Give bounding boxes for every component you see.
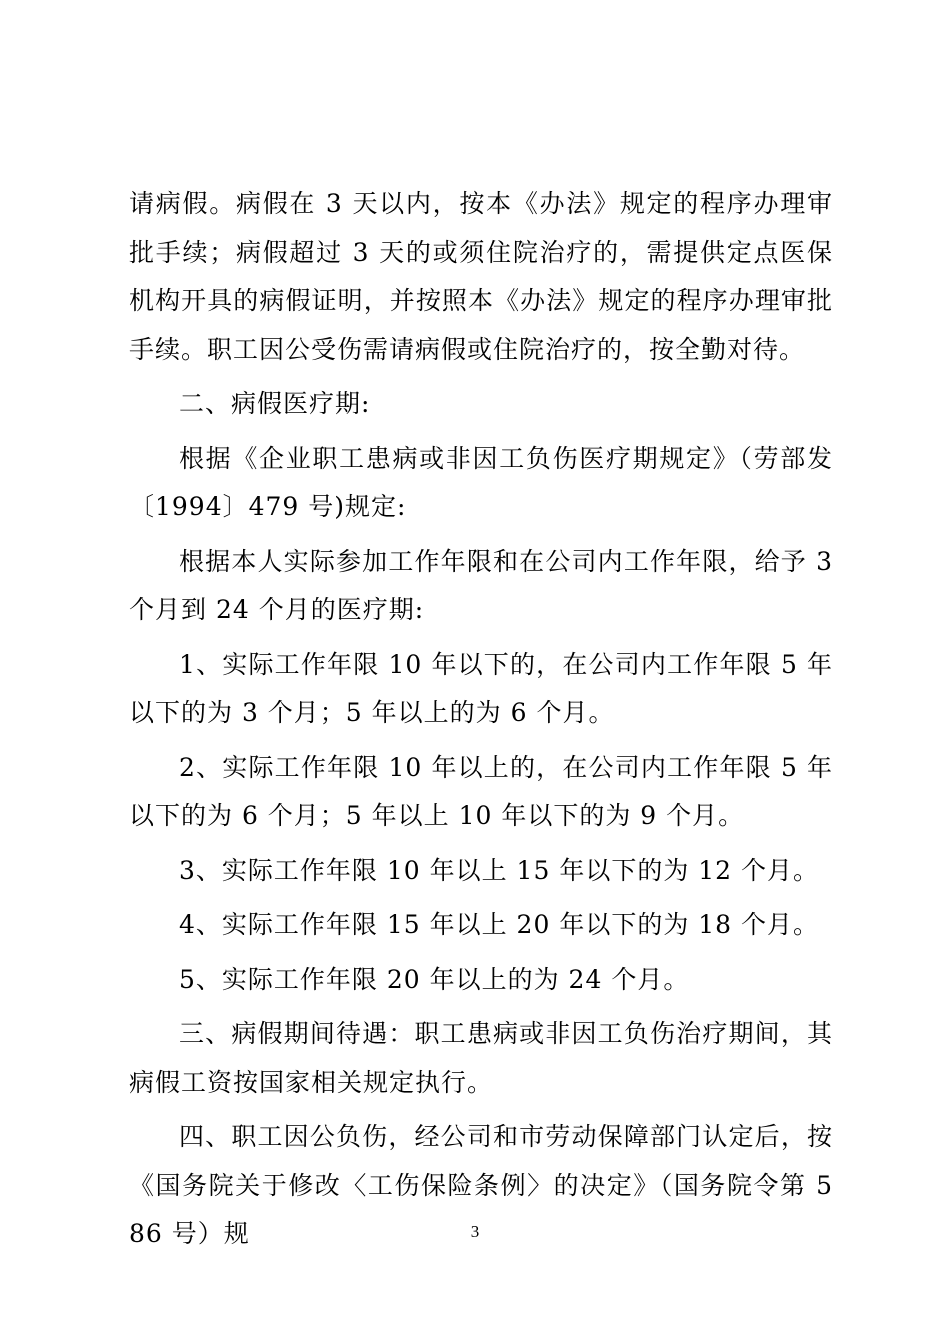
- list-item-rule-3: 3、实际工作年限 10 年以上 15 年以下的为 12 个月。: [179, 855, 820, 885]
- paragraph-sick-leave-procedure: 请病假。病假在 3 天以内，按本《办法》规定的程序办理审批手续；病假超过 3 天的或须住院治疗的，需提供定点医保机构开具的病假证明，并按照本《办法》规定的程序办理审批手续。职工因公受伤需请病假或住院治疗的，按全勤对待。: [129, 189, 833, 364]
- paragraph-sick-leave-pay: 三、病假期间待遇：职工患病或非因工负伤治疗期间，其病假工资按国家相关规定执行。: [129, 1019, 833, 1097]
- paragraph-medical-period-range: 根据本人实际参加工作年限和在公司内工作年限，给予 3 个月到 24 个月的医疗期:: [129, 546, 833, 624]
- paragraph-regulation-reference: 根据《企业职工患病或非因工负伤医疗期规定》（劳部发〔1994〕479 号)规定:: [129, 443, 833, 521]
- paragraph-work-injury: 四、职工因公负伤，经公司和市劳动保障部门认定后，按《国务院关于修改〈工伤保险条例〉的决定》（国务院令第 586 号）规: [129, 1122, 833, 1248]
- heading-medical-period: 二、病假医疗期:: [179, 389, 371, 418]
- page-number: 3: [470, 1222, 480, 1241]
- list-item-rule-2: 2、实际工作年限 10 年以上的，在公司内工作年限 5 年以下的为 6 个月；5 年以上 10 年以下的为 9 个月。: [129, 752, 833, 830]
- list-item-rule-1: 1、实际工作年限 10 年以下的，在公司内工作年限 5 年以下的为 3 个月；5 年以上的为 6 个月。: [129, 649, 833, 727]
- list-item-rule-5: 5、实际工作年限 20 年以上的为 24 个月。: [179, 964, 690, 994]
- list-item-rule-4: 4、实际工作年限 15 年以上 20 年以下的为 18 个月。: [179, 910, 820, 939]
- document-body: [129, 180, 833, 1265]
